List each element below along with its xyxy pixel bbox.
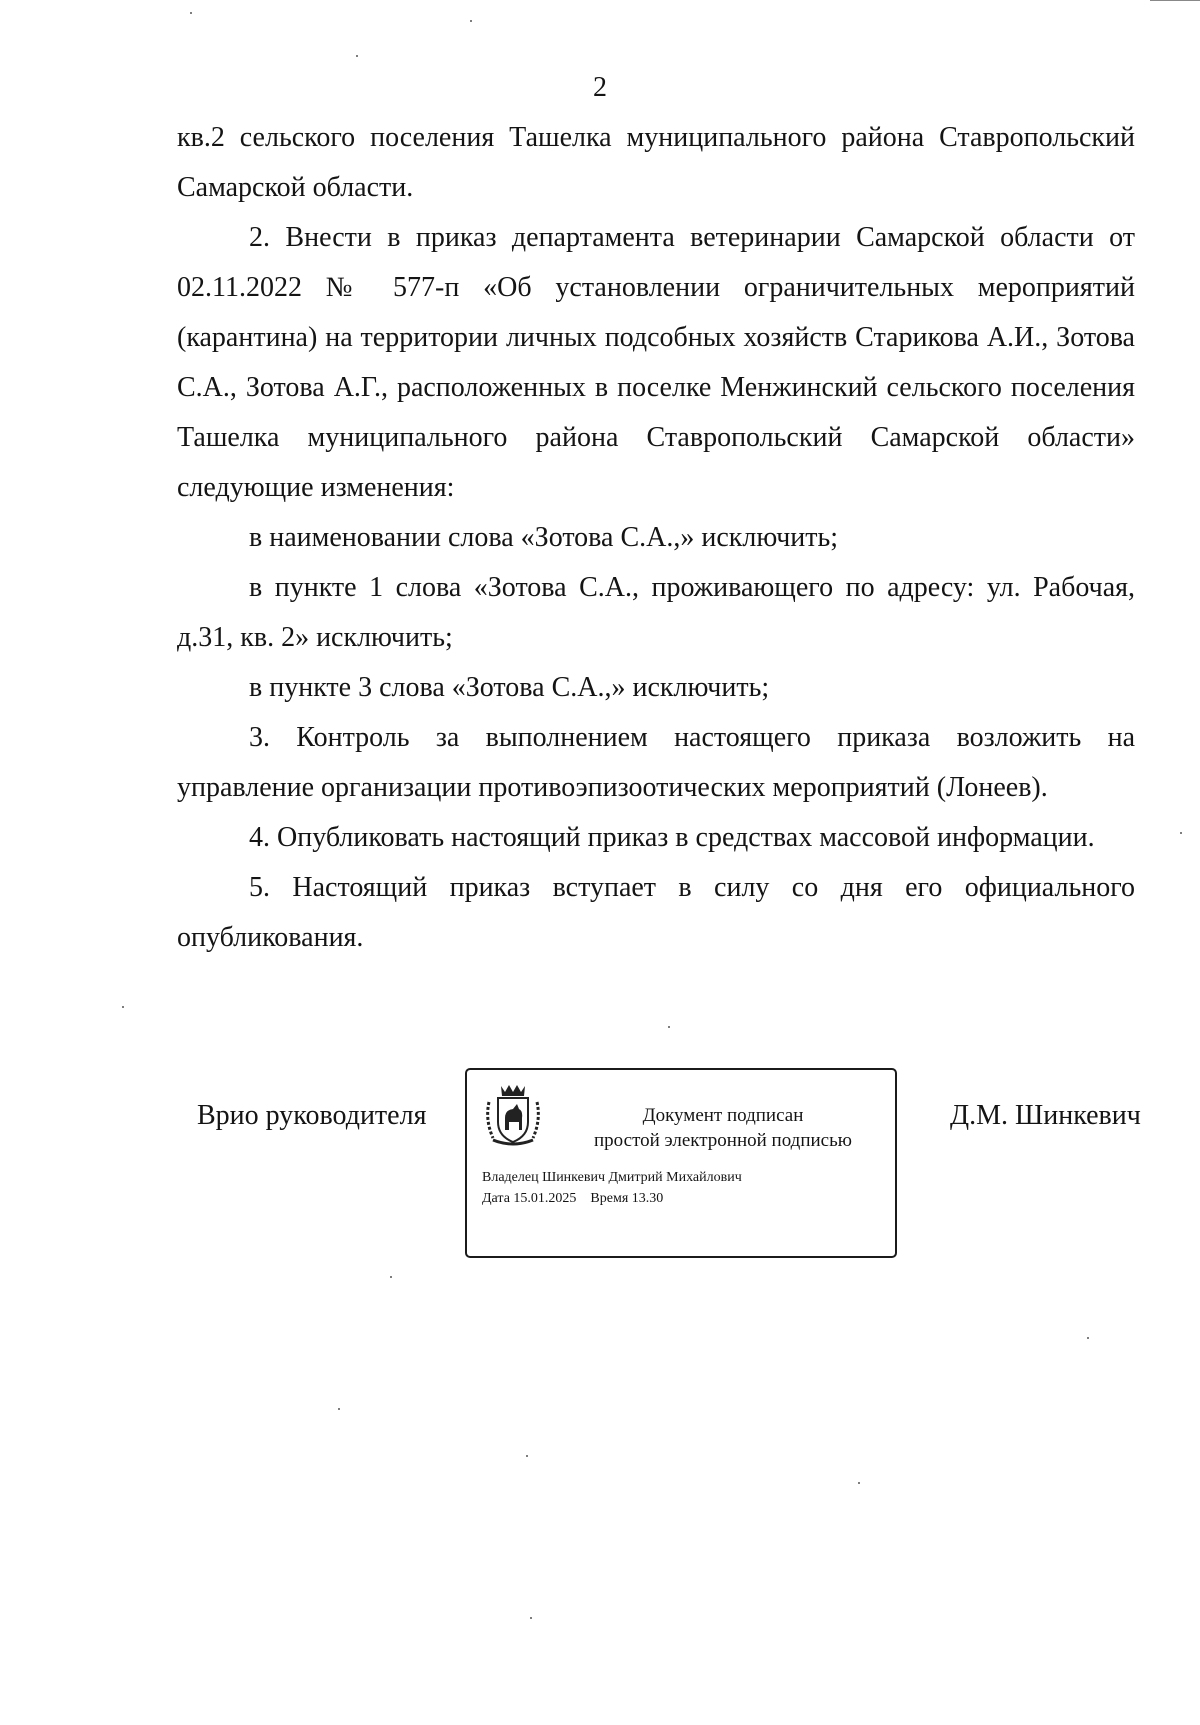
scan-speck (356, 55, 358, 57)
page-number: 2 (593, 72, 607, 103)
scan-speck (190, 12, 192, 14)
scan-speck (858, 1482, 860, 1484)
paragraph-amendment-title: в наименовании слова «Зотова С.А.,» исключить; (249, 522, 839, 553)
scan-speck (390, 1276, 392, 1278)
paragraph-1-continuation: кв.2 сельского поселения Ташелка муниципального района Ставропольский Самарской области. (177, 122, 1135, 203)
paragraph-4: 4. Опубликовать настоящий приказ в средствах массовой информации. (249, 822, 1095, 853)
signatory-position: Врио руководителя (197, 1100, 427, 1131)
scan-speck (526, 1455, 528, 1457)
scan-speck (338, 1408, 340, 1410)
samara-coat-of-arms-icon (483, 1082, 543, 1148)
stamp-title-line-2: простой электронной подписью (594, 1130, 852, 1151)
paragraph-amendment-point-1: в пункте 1 слова «Зотова С.А., проживающего по адресу: ул. Рабочая, д.31, кв. 2» исключить; (177, 572, 1135, 653)
scan-speck (668, 1026, 670, 1028)
paragraph-amendment-point-3: в пункте 3 слова «Зотова С.А.,» исключить; (249, 672, 770, 703)
stamp-title-line-1: Документ подписан (642, 1105, 804, 1126)
scan-speck (470, 20, 472, 22)
document-body (177, 113, 1135, 963)
scan-speck (1180, 832, 1182, 834)
scan-speck (1087, 1337, 1089, 1339)
scan-speck (122, 1006, 124, 1008)
paragraph-2: 2. Внести в приказ департамента ветеринарии Самарской области от 02.11.2022 № 577-п «Об установлении ограничительных мероприятий (карантина) на территории личных подсобных хозяйств Старикова А.И., Зотова С.А., Зотова А.Г., расположенных в поселке Менжинский сельского поселения Ташелка муниципального района Ставропольский Самарской области» следующие изменения: (177, 222, 1135, 503)
paragraph-5: 5. Настоящий приказ вступает в силу со дня его официального опубликования. (177, 872, 1135, 953)
paragraph-3: 3. Контроль за выполнением настоящего приказа возложить на управление организации противоэпизоотических мероприятий (Лонеев). (177, 722, 1135, 803)
scan-edge-line (1150, 0, 1200, 1)
electronic-signature-stamp (465, 1068, 897, 1258)
stamp-details (482, 1167, 742, 1209)
signatory-name: Д.М. Шинкевич (950, 1100, 1141, 1131)
stamp-date-time: Дата 15.01.2025 Время 13.30 (482, 1191, 664, 1206)
stamp-title (563, 1103, 883, 1153)
scan-speck (530, 1617, 532, 1619)
stamp-owner: Владелец Шинкевич Дмитрий Михайлович (482, 1170, 742, 1185)
